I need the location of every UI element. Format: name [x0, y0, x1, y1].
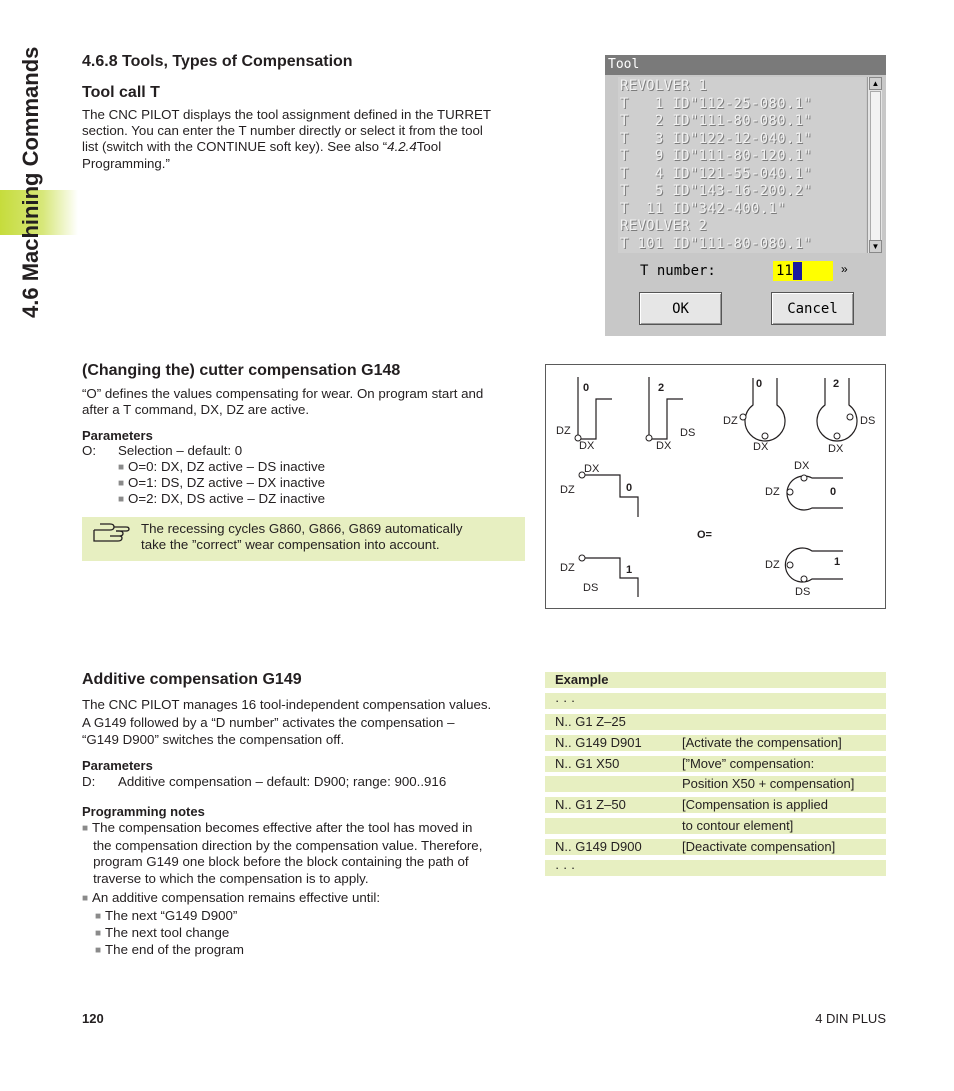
- section-heading: 4.6.8 Tools, Types of Compensation: [82, 53, 353, 70]
- diagram-label: DS: [795, 586, 811, 598]
- tool-list[interactable]: [618, 77, 866, 253]
- tool-list-item[interactable]: T 3 ID"122-12-040.1": [620, 130, 813, 147]
- table-row: N.. G1 Z–50 [Compensation is applied: [545, 797, 886, 813]
- diagram-label: 0: [756, 378, 763, 390]
- diagram-label: 2: [833, 378, 840, 390]
- g148-option: ■ O=2: DX, DS active – DZ inactive: [118, 491, 325, 509]
- cancel-button[interactable]: Cancel: [771, 292, 854, 325]
- table-row: N.. G1 Z–25: [545, 714, 886, 730]
- reference-point: [847, 414, 853, 420]
- tool-list-item[interactable]: REVOLVER 1: [620, 78, 708, 94]
- g148-param-key: O:: [82, 443, 97, 458]
- compensation-diagram: [545, 364, 886, 609]
- g149-params-label: Parameters: [82, 758, 153, 773]
- diagram-label: DZ: [560, 484, 575, 496]
- tool-list-item[interactable]: T 2 ID"111-80-080.1": [620, 113, 813, 129]
- tool-call-heading: Tool call T: [82, 84, 160, 101]
- g149-param-desc: Additive compensation – default: D900; range: 900..916: [118, 774, 447, 789]
- tool-list-item[interactable]: REVOLVER 2: [620, 218, 708, 234]
- t-number-input[interactable]: 11: [773, 261, 833, 281]
- diagram-label: DX: [828, 443, 844, 455]
- programming-note: ■ An additive compensation remains effective until:: [82, 890, 380, 908]
- reference-point: [579, 555, 585, 561]
- note-text: The recessing cycles G860, G866, G869 automatically take the ”correct” wear compensation into account.: [141, 521, 463, 553]
- diagram-label: DS: [680, 427, 696, 439]
- diagram-label: 0: [830, 486, 837, 498]
- diagram-label: 1: [626, 564, 633, 576]
- g148-option: ■ O=1: DS, DZ active – DX inactive: [118, 475, 325, 493]
- programming-note: ■ The compensation becomes effective after the tool has moved in the compensation direction by the compensation value. Therefore, program G149 one block before the block containing the path of traverse to which the compensation is to apply.: [82, 820, 522, 887]
- programming-note-item: ■ The next tool change: [95, 925, 229, 943]
- g148-option: ■ O=0: DX, DZ active – DS inactive: [118, 459, 325, 477]
- diagram-label: O=: [697, 529, 712, 541]
- table-row: N.. G149 D900 [Deactivate compensation]: [545, 839, 886, 855]
- diagram-label: DZ: [765, 559, 780, 571]
- diagram-label: 0: [583, 382, 590, 394]
- tool-list-item[interactable]: T 101 ID"111-80-080.1": [620, 235, 813, 252]
- diagram-label: DX: [656, 440, 672, 452]
- page-number: 120: [82, 1011, 104, 1026]
- programming-notes-label: Programming notes: [82, 804, 205, 819]
- table-row: · · ·: [545, 693, 886, 709]
- document-name: 4 DIN PLUS: [815, 1011, 886, 1026]
- table-row: to contour element]: [545, 818, 886, 834]
- g148-heading: (Changing the) cutter compensation G148: [82, 362, 401, 379]
- table-row: · · ·: [545, 860, 886, 876]
- diagram-label: DZ: [560, 562, 575, 574]
- tool-list-item[interactable]: T 5 ID"143-16-200.2": [620, 183, 813, 199]
- diagram-label: DX: [584, 463, 600, 475]
- diagram-label: DX: [753, 441, 769, 453]
- chapter-title: 4.6 Machining Commands: [18, 46, 43, 318]
- tool-list-item[interactable]: T 4 ID"121-55-040.1": [620, 165, 813, 182]
- diagram-label: DS: [583, 582, 599, 594]
- pointing-hand-icon: [92, 521, 130, 543]
- t-number-label: T number:: [640, 263, 716, 279]
- g148-params-label: Parameters: [82, 428, 153, 443]
- table-row: Position X50 + compensation]: [545, 776, 886, 792]
- note-box: [82, 517, 525, 561]
- programming-note-item: ■ The next “G149 D900”: [95, 908, 237, 926]
- ok-button[interactable]: OK: [639, 292, 722, 325]
- contour-round: [745, 378, 785, 441]
- reference-point: [834, 433, 840, 439]
- example-header: Example: [545, 672, 886, 688]
- diagram-label: DX: [794, 460, 810, 472]
- diagram-label: DZ: [765, 486, 780, 498]
- reference-point: [801, 576, 807, 582]
- scroll-down-icon[interactable]: ▼: [869, 240, 882, 253]
- tool-list-item[interactable]: T 9 ID"111-80-120.1": [620, 148, 813, 164]
- reference-point: [787, 489, 793, 495]
- reference-point: [787, 562, 793, 568]
- tool-list-item[interactable]: T 11 ID"342-400.1": [620, 200, 786, 217]
- g149-heading: Additive compensation G149: [82, 671, 302, 688]
- tool-list-item[interactable]: T 1 ID"112-25-080.1": [620, 95, 813, 112]
- diagram-label: DZ: [556, 425, 571, 437]
- table-row: N.. G1 X50 [”Move” compensation:: [545, 756, 886, 772]
- contour-step: [649, 377, 683, 439]
- diagram-label: DX: [579, 440, 595, 452]
- more-icon[interactable]: »: [841, 262, 848, 276]
- reference-point: [801, 475, 807, 481]
- programming-note-item: ■ The end of the program: [95, 942, 244, 960]
- diagram-label: DZ: [723, 415, 738, 427]
- g149-param-key: D:: [82, 774, 96, 789]
- diagram-label: DS: [860, 415, 876, 427]
- list-scrollbar[interactable]: [867, 77, 882, 253]
- reference-point: [646, 435, 652, 441]
- scroll-thumb[interactable]: [870, 91, 881, 241]
- scroll-up-icon[interactable]: ▲: [869, 77, 882, 90]
- diagram-label: 1: [834, 556, 841, 568]
- g148-text: “O” defines the values compensating for wear. On program start and after a T command, DX, DZ are active.: [82, 386, 484, 418]
- diagram-label: 2: [658, 382, 665, 394]
- reference-point: [740, 414, 746, 420]
- cnc-tool-dialog: [605, 55, 886, 336]
- table-row: N.. G149 D901 [Activate the compensation]: [545, 735, 886, 751]
- tool-call-text: The CNC PILOT displays the tool assignment defined in the TURRET section. You can enter the T number directly or select it from the tool list (switch with the CONTINUE soft key). See also “4.2.4Tool Programming.”: [82, 107, 491, 171]
- reference-point: [762, 433, 768, 439]
- diagram-label: 0: [626, 482, 633, 494]
- dialog-title: Tool: [605, 55, 886, 75]
- g148-param-desc: Selection – default: 0: [118, 443, 243, 458]
- g149-text: The CNC PILOT manages 16 tool-independent compensation values. A G149 followed by a “D number” activates the compensation – “G149 D900” switches the compensation off.: [82, 697, 492, 747]
